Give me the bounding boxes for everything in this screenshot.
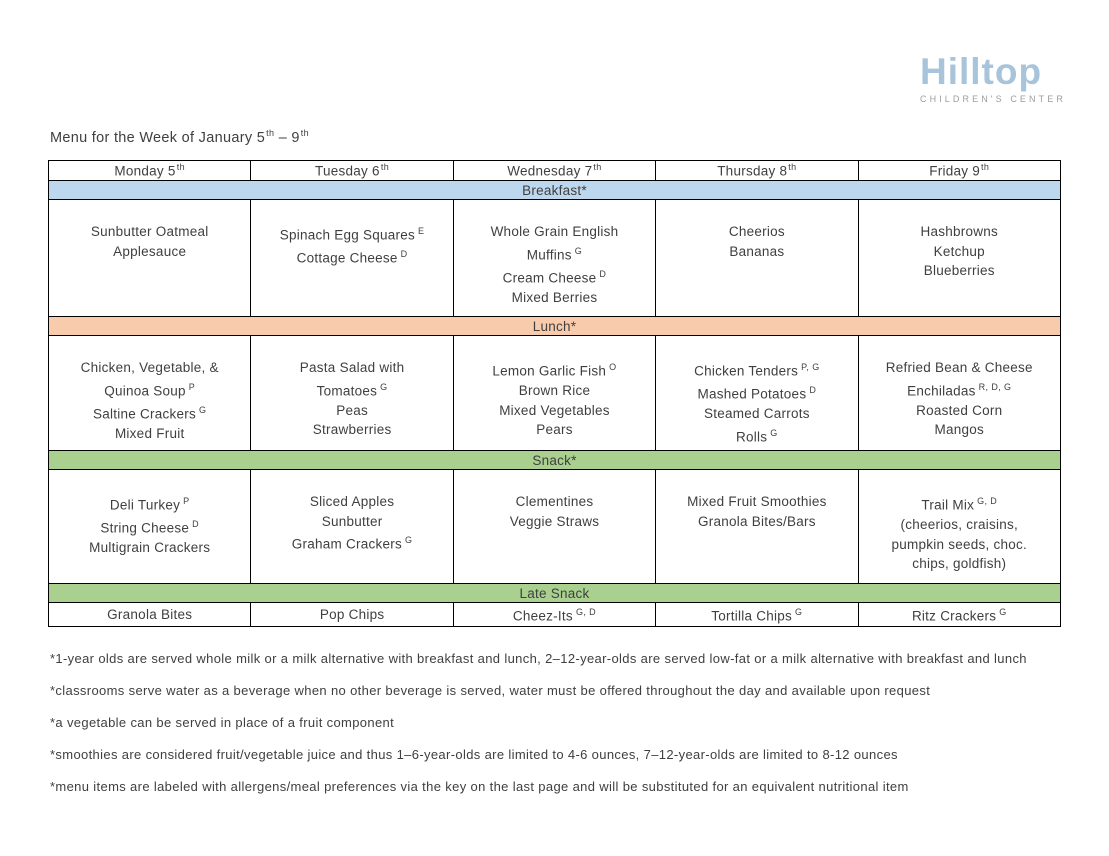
ordinal-suffix: th — [380, 162, 390, 173]
menu-item-text: Sunbutter — [321, 513, 383, 529]
section-label: Lunch* — [532, 318, 577, 334]
menu-item-text: Pasta Salad with — [299, 360, 405, 375]
menu-item-line — [859, 603, 1060, 626]
ordinal-suffix: th — [593, 162, 602, 173]
menu-item-text: Granola Bites — [107, 606, 193, 622]
menu-item-line — [859, 515, 1060, 535]
menu-cell-breakfast-2 — [453, 200, 655, 317]
menu-item-text: Lemon Garlic Fish — [492, 363, 607, 379]
menu-cell-late-snack-3 — [656, 603, 858, 627]
allergen-code: G — [574, 245, 583, 256]
menu-item-line — [454, 222, 655, 242]
allergen-code: E — [418, 226, 425, 236]
menu-item-text: Graham Crackers — [291, 536, 403, 552]
logo — [920, 53, 1080, 104]
menu-item-text: Ritz Crackers — [911, 608, 997, 624]
menu-item-text: Saltine Crackers — [92, 406, 197, 421]
section-band-label-lunch — [49, 317, 1061, 336]
allergen-code: G — [795, 607, 803, 617]
ordinal-suffix: th — [266, 128, 275, 138]
day-header-2 — [453, 161, 655, 181]
allergen-code: G — [199, 404, 207, 415]
menu-cell-late-snack-1 — [251, 603, 453, 627]
day-header-0 — [49, 161, 251, 181]
menu-cell-lunch-2 — [453, 336, 655, 451]
menu-item-text: Muffins — [526, 247, 572, 262]
allergen-code: P — [183, 496, 190, 506]
menu-item-line — [49, 242, 250, 262]
menu-item-text: Tomatoes — [316, 383, 378, 398]
menu-item-line — [49, 605, 250, 625]
footnote-4: *smoothies are considered fruit/vegetable juice and thus 1–6-year-olds are limited to 4-6 ounces, 7–12-year-olds are limited to 8-12 ounces — [50, 747, 898, 762]
allergen-code: G — [770, 427, 778, 438]
menu-item-line — [251, 512, 452, 532]
menu-item-line — [859, 401, 1060, 421]
menu-cell-lunch-0 — [49, 336, 251, 451]
menu-cell-late-snack-4 — [858, 603, 1060, 627]
allergen-code: O — [609, 362, 617, 372]
allergen-code: D — [400, 249, 408, 259]
menu-item-text: Hashbrowns — [920, 224, 999, 239]
menu-cell-lunch-4 — [858, 336, 1060, 451]
menu-item-text: Strawberries — [312, 422, 392, 437]
menu-item-line — [859, 242, 1060, 262]
menu-item-line — [859, 358, 1060, 378]
menu-item-text: Menu for the Week of January 5 — [50, 129, 266, 146]
menu-item-line — [656, 381, 857, 404]
menu-row-lunch — [49, 336, 1061, 451]
menu-item-line — [49, 378, 250, 401]
menu-item-text: Peas — [336, 402, 368, 418]
menu-item-line — [859, 535, 1060, 555]
menu-item-text: Steamed Carrots — [703, 406, 810, 421]
menu-item-text: Cream Cheese — [502, 270, 597, 285]
menu-cell-breakfast-1 — [251, 200, 453, 317]
menu-item-text: Spinach Egg Squares — [279, 227, 416, 243]
allergen-code: G — [999, 607, 1007, 617]
section-label: Snack* — [532, 452, 577, 468]
section-band-label-breakfast — [49, 181, 1061, 200]
menu-item-text: Tortilla Chips — [711, 608, 793, 624]
menu-item-line — [251, 605, 452, 625]
menu-item-line — [251, 358, 452, 378]
menu-cell-breakfast-0 — [49, 200, 251, 317]
menu-item-line — [656, 404, 857, 424]
menu-row-breakfast — [49, 200, 1061, 317]
menu-item-line — [454, 492, 655, 512]
menu-item-line — [49, 358, 250, 378]
menu-item-text: Cheez-Its — [512, 608, 573, 624]
menu-item-text: Brown Rice — [518, 383, 591, 398]
menu-item-line — [454, 512, 655, 532]
menu-item-line — [49, 538, 250, 558]
menu-item-line — [454, 288, 655, 308]
menu-item-text: Mixed Fruit — [114, 425, 185, 441]
menu-item-text: Refried Bean & Cheese — [885, 360, 1033, 375]
menu-cell-snack-3 — [656, 470, 858, 584]
menu-item-text: Blueberries — [923, 263, 995, 278]
menu-item-line — [251, 401, 452, 421]
allergen-code: G — [380, 381, 388, 392]
section-label: Breakfast* — [522, 182, 587, 198]
menu-cell-snack-1 — [251, 470, 453, 584]
footnote-5: *menu items are labeled with allergens/meal preferences via the key on the last page and will be substituted for an equivalent nutritional item — [50, 779, 909, 794]
menu-item-line — [454, 358, 655, 381]
day-header-row — [49, 161, 1061, 181]
menu-item-text: Quinoa Soup — [104, 383, 186, 398]
menu-item-line — [859, 378, 1060, 401]
menu-item-text: pumpkin seeds, choc. — [891, 536, 1028, 552]
section-band-lunch — [49, 317, 1061, 336]
footnote-2: *classrooms serve water as a beverage when no other beverage is served, water must be offered throughout the day and available upon request — [50, 683, 931, 698]
menu-item-text: Granola Bites/Bars — [697, 513, 816, 529]
allergen-code: D — [599, 268, 607, 279]
menu-cell-late-snack-0 — [49, 603, 251, 627]
menu-item-text: Friday 9 — [929, 163, 981, 179]
menu-item-text: Applesauce — [113, 243, 187, 259]
menu-cell-lunch-3 — [656, 336, 858, 451]
page-title — [50, 128, 309, 146]
menu-item-line — [454, 603, 655, 626]
menu-item-line — [454, 265, 655, 288]
section-band-late-snack — [49, 584, 1061, 603]
menu-cell-snack-0 — [49, 470, 251, 584]
day-header-row-tr — [49, 161, 1061, 181]
allergen-code: P, G — [801, 362, 820, 372]
menu-cell-snack-4 — [858, 470, 1060, 584]
allergen-code: D — [192, 519, 200, 529]
menu-item-text: Multigrain Crackers — [89, 540, 211, 555]
menu-item-text: Thursday 8 — [717, 163, 788, 179]
menu-item-text: Pears — [536, 422, 573, 437]
section-band-breakfast — [49, 181, 1061, 200]
menu-row-snack — [49, 470, 1061, 584]
menu-item-text: Roasted Corn — [916, 402, 1003, 418]
menu-item-line — [49, 424, 250, 444]
menu-item-line — [656, 358, 857, 381]
logo-hilltop-wordmark: Hilltop — [920, 51, 1043, 92]
menu-item-text: Deli Turkey — [109, 497, 181, 513]
menu-item-text: Mangos — [934, 422, 985, 437]
menu-item-text: Cottage Cheese — [296, 250, 398, 266]
menu-item-text: String Cheese — [100, 520, 190, 536]
menu-item-line — [251, 378, 452, 401]
menu-item-line — [454, 420, 655, 440]
menu-item-text: Sunbutter Oatmeal — [90, 224, 209, 239]
menu-item-text: Rolls — [736, 429, 768, 444]
menu-item-line — [251, 531, 452, 554]
menu-cell-lunch-1 — [251, 336, 453, 451]
menu-item-line — [454, 242, 655, 265]
section-band-label-snack — [49, 451, 1061, 470]
ordinal-suffix: th — [788, 162, 797, 173]
section-band-snack — [49, 451, 1061, 470]
menu-item-text: (cheerios, craisins, — [900, 517, 1019, 532]
menu-item-line — [49, 222, 250, 242]
menu-item-text: Clementines — [515, 494, 594, 509]
menu-item-text: Mixed Vegetables — [499, 402, 610, 418]
menu-item-text: Cheerios — [728, 224, 785, 239]
menu-item-text: Mixed Fruit Smoothies — [687, 494, 827, 509]
footnote-3: *a vegetable can be served in place of a fruit component — [50, 715, 395, 730]
menu-item-line — [251, 245, 452, 268]
logo-subtitle: CHILDREN'S CENTER — [920, 94, 1066, 104]
allergen-code: G, D — [575, 607, 597, 617]
menu-item-line — [251, 492, 452, 512]
footnote-1: *1-year olds are served whole milk or a milk alternative with breakfast and lunch, 2–12-year-olds are served low-fat or a milk alternative with breakfast and lunch — [50, 651, 1027, 666]
menu-cell-breakfast-3 — [656, 200, 858, 317]
allergen-code: G — [405, 535, 413, 545]
menu-item-text: Trail Mix — [921, 497, 975, 513]
menu-cell-breakfast-4 — [858, 200, 1060, 317]
menu-item-text: Enchiladas — [907, 383, 976, 398]
menu-cell-late-snack-2 — [453, 603, 655, 627]
menu-item-line — [454, 401, 655, 421]
menu-item-line — [49, 515, 250, 538]
menu-body — [49, 181, 1061, 627]
menu-item-text: Wednesday 7 — [507, 163, 593, 179]
menu-row-late-snack — [49, 603, 1061, 627]
menu-item-text: Mixed Berries — [511, 289, 598, 305]
ordinal-suffix: th — [176, 162, 185, 173]
menu-item-line — [656, 242, 857, 262]
menu-item-line — [656, 492, 857, 512]
menu-item-text: – 9 — [274, 129, 300, 146]
allergen-code: G, D — [977, 496, 998, 506]
menu-item-line — [656, 603, 857, 626]
day-header-4 — [858, 161, 1060, 181]
menu-item-line — [859, 554, 1060, 574]
menu-item-line — [49, 401, 250, 424]
menu-item-line — [656, 222, 857, 242]
allergen-code: R, D, G — [978, 381, 1012, 392]
menu-item-line — [49, 492, 250, 515]
menu-item-line — [251, 222, 452, 245]
ordinal-suffix: th — [981, 162, 990, 173]
menu-item-text: Mashed Potatoes — [697, 386, 807, 402]
menu-item-text: Tuesday 6 — [315, 163, 380, 179]
menu-item-line — [859, 222, 1060, 242]
ordinal-suffix: th — [300, 128, 310, 138]
menu-item-text: Bananas — [729, 243, 785, 259]
menu-item-line — [859, 420, 1060, 440]
menu-item-line — [454, 381, 655, 401]
day-header-1 — [251, 161, 453, 181]
menu-item-text: Monday 5 — [114, 163, 176, 179]
menu-item-line — [251, 420, 452, 440]
footnotes — [50, 649, 1064, 809]
day-header-3 — [656, 161, 858, 181]
menu-item-text: Chicken Tenders — [694, 363, 799, 379]
allergen-code: P — [188, 381, 196, 392]
menu-item-text: Sliced Apples — [309, 494, 395, 509]
menu-item-text: chips, goldfish) — [912, 556, 1007, 571]
menu-item-line — [656, 512, 857, 532]
menu-item-line — [656, 424, 857, 447]
menu-table — [48, 160, 1061, 627]
menu-item-text: Chicken, Vegetable, & — [80, 360, 219, 375]
menu-item-text: Pop Chips — [319, 606, 385, 622]
section-band-label-late-snack — [49, 584, 1061, 603]
menu-item-text: Whole Grain English — [490, 224, 619, 239]
menu-item-text: Ketchup — [933, 243, 985, 259]
allergen-code: D — [809, 385, 817, 395]
menu-cell-snack-2 — [453, 470, 655, 584]
menu-item-line — [859, 261, 1060, 281]
section-label: Late Snack — [519, 585, 590, 601]
menu-item-text: Veggie Straws — [509, 513, 600, 529]
menu-item-line — [859, 492, 1060, 515]
